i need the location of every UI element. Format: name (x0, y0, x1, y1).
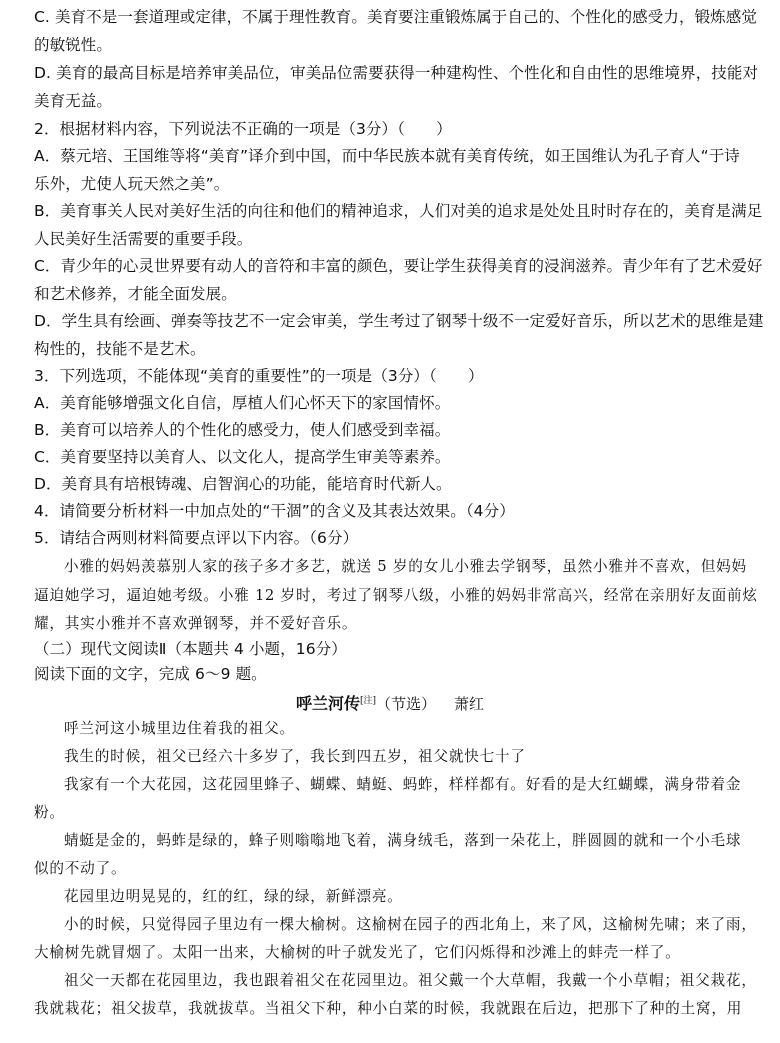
article-paragraph-7-line2: 我就栽花；祖父拔草，我就拔草。当祖父下种，种小白菜的时候，我就跟在后边，把那下了种的土窝，用 (34, 1000, 743, 1017)
section2-instruction: 阅读下面的文字，完成 6～9 题。 (34, 665, 267, 683)
q3-stem: 3．下列选项，不能体现“美育的重要性”的一项是（3分）（ ） (34, 367, 484, 385)
q5-case-line2: 逼迫她学习，逼迫她考级。小雅 12 岁时，考过了钢琴八级，小雅的妈妈非常高兴，经常在亲朋好友面前炫 (34, 587, 758, 604)
q2-option-b-line2: 人民美好生活需要的重要手段。 (34, 230, 253, 248)
q3-option-d: D．美育具有培根铸魂、启智润心的功能，能培育时代新人。 (34, 475, 452, 493)
article-paragraph-2: 我生的时候，祖父已经六十多岁了，我长到四五岁，祖父就快七十了 (64, 748, 526, 765)
article-title: 呼兰河传 (295, 694, 360, 713)
article-paragraph-4-line1: 蜻蜓是金的，蚂蚱是绿的，蜂子则嗡嗡地飞着，满身绒毛，落到一朵花上，胖圆圆的就和一个小毛球 (64, 832, 742, 849)
q1-option-c-line1: C. 美育不是一套道理或定律，不属于理性教育。美育要注重锻炼属于自己的、个性化的感受力，锻炼感觉 (34, 8, 757, 26)
q1-option-d-line2: 美育无益。 (34, 92, 113, 110)
article-paragraph-6-line1: 小的时候，只觉得园子里边有一棵大榆树。这榆树在园子的西北角上，来了风，这榆树先啸；来了雨， (64, 916, 757, 933)
q3-option-c: C．美育要坚持以美育人、以文化人，提高学生审美等素养。 (34, 448, 451, 466)
q2-option-d-line1: D．学生具有绘画、弹奏等技艺不一定会审美，学生考过了钢琴十级不一定爱好音乐，所以艺术的思维是建 (34, 312, 764, 330)
article-excerpt-tag: （节选） (376, 695, 437, 713)
section2-heading: （二）现代文阅读Ⅱ（本题共 4 小题，16分） (34, 640, 347, 658)
q5-case-line1: 小雅的妈妈羡慕别人家的孩子多才多艺，就送 5 岁的女儿小雅去学钢琴，虽然小雅并不喜欢，但妈妈 (64, 558, 747, 575)
article-paragraph-6-line2: 大榆树先就冒烟了。太阳一出来，大榆树的叶子就发光了，它们闪烁得和沙滩上的蚌壳一样了。 (34, 944, 681, 961)
q2-option-a-line2: 乐外，尤使人玩天然之美”。 (34, 175, 230, 193)
q1-option-c-line2: 的敏锐性。 (34, 36, 113, 54)
article-title-line (0, 690, 780, 715)
article-note-mark: [注] (359, 696, 376, 706)
article-author: 萧红 (454, 695, 485, 713)
q4-stem: 4．请简要分析材料一中加点处的“干涸”的含义及其表达效果。（4分） (34, 502, 515, 520)
q5-stem: 5．请结合两则材料简要点评以下内容。（6分） (34, 529, 359, 547)
q5-case-line3: 耀，其实小雅并不喜欢弹钢琴，并不爱好音乐。 (34, 615, 358, 632)
q2-stem: 2．根据材料内容，下列说法不正确的一项是（3分）（ ） (34, 120, 452, 138)
article-paragraph-1: 呼兰河这小城里边住着我的祖父。 (64, 720, 295, 737)
q2-option-a-line1: A．蔡元培、王国维等将“美育”译介到中国，而中华民族本就有美育传统，如王国维认为孔子育人“于诗 (34, 147, 740, 165)
q2-option-c-line2: 和艺术修养，才能全面发展。 (34, 285, 237, 303)
q2-option-d-line2: 构性的，技能不是艺术。 (34, 340, 206, 358)
article-paragraph-5: 花园里边明晃晃的，红的红，绿的绿，新鲜漂亮。 (64, 888, 403, 905)
article-paragraph-7-line1: 祖父一天都在花园里边，我也跟着祖父在花园里边。祖父戴一个大草帽，我戴一个小草帽；祖父栽花， (64, 972, 757, 989)
q3-option-a: A．美育能够增强文化自信，厚植人们心怀天下的家国情怀。 (34, 394, 451, 412)
article-paragraph-3-line2: 粉。 (34, 804, 65, 821)
q2-option-b-line1: B．美育事关人民对美好生活的向往和他们的精神追求，人们对美的追求是处处且时时存在的，美育是满足 (34, 202, 763, 220)
q3-option-b: B．美育可以培养人的个性化的感受力，使人们感受到幸福。 (34, 421, 451, 439)
q2-option-c-line1: C．青少年的心灵世界要有动人的音符和丰富的颜色，要让学生获得美育的浸润滋养。青少年有了艺术爱好 (34, 257, 763, 275)
article-paragraph-4-line2: 似的不动了。 (34, 860, 127, 877)
article-paragraph-3-line1: 我家有一个大花园，这花园里蜂子、蝴蝶、蜻蜓、蚂蚱，样样都有。好看的是大红蝴蝶，满身带着金 (64, 776, 742, 793)
q1-option-d-line1: D. 美育的最高目标是培养审美品位，审美品位需要获得一种建构性、个性化和自由性的思维境界，技能对 (34, 64, 759, 82)
